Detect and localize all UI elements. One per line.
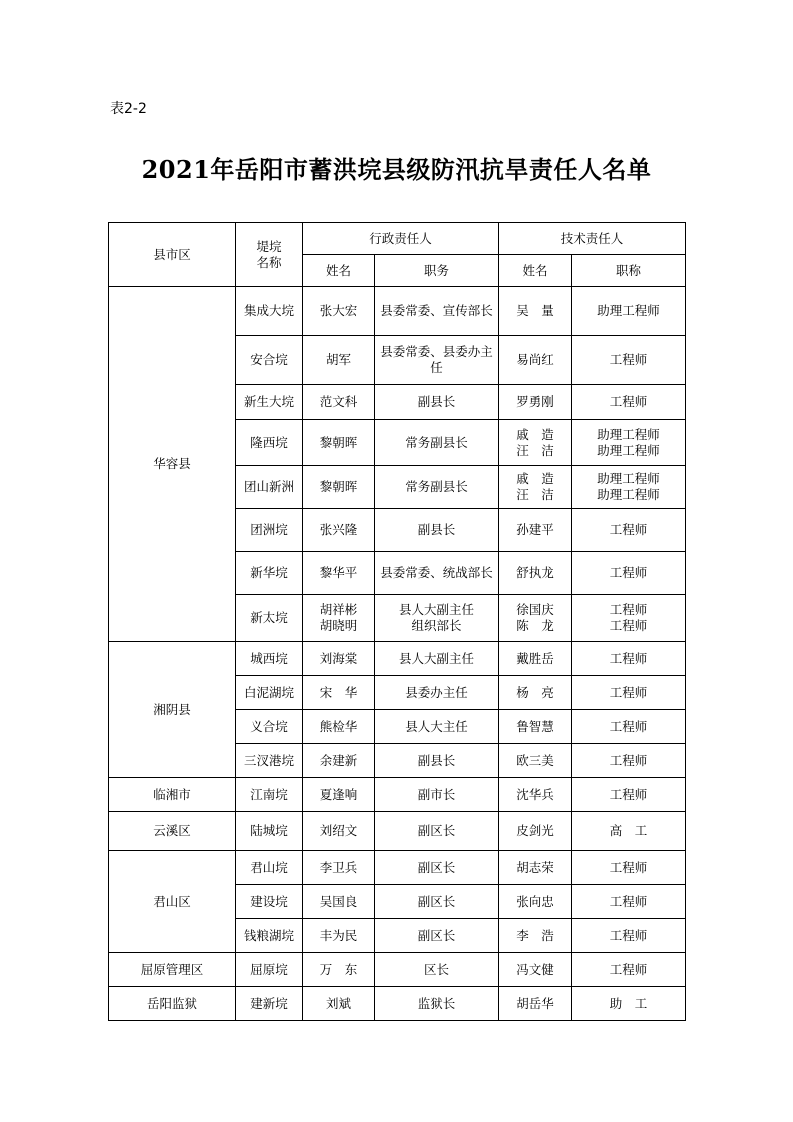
county-cell: 屈原管理区 — [109, 953, 236, 987]
levee-name-cell: 江南垸 — [236, 778, 303, 812]
tech-name-cell: 戚 造 汪 洁 — [499, 420, 572, 466]
tech-name-cell: 沈华兵 — [499, 778, 572, 812]
tech-name-cell: 罗勇刚 — [499, 385, 572, 420]
table-row — [109, 851, 686, 885]
table-row — [109, 778, 686, 812]
header-tech-name: 姓名 — [499, 255, 572, 287]
header-tech-group: 技术责任人 — [499, 223, 686, 255]
admin-name-cell: 丰为民 — [303, 919, 375, 953]
tech-title-cell: 助理工程师 — [572, 287, 686, 336]
admin-post-cell: 副区长 — [375, 885, 499, 919]
county-cell: 云溪区 — [109, 812, 236, 851]
levee-name-cell: 君山垸 — [236, 851, 303, 885]
tech-title-cell: 工程师 — [572, 642, 686, 676]
tech-name-cell: 胡志荣 — [499, 851, 572, 885]
table-row — [109, 287, 686, 336]
header-levee-name: 堤垸 名称 — [236, 223, 303, 287]
levee-name-cell: 新太垸 — [236, 595, 303, 642]
admin-post-cell: 副县长 — [375, 385, 499, 420]
tech-name-cell: 戚 造 汪 洁 — [499, 466, 572, 509]
tech-title-cell: 助理工程师 助理工程师 — [572, 420, 686, 466]
tech-title-cell: 工程师 — [572, 385, 686, 420]
levee-name-cell: 钱粮湖垸 — [236, 919, 303, 953]
levee-name-cell: 白泥湖垸 — [236, 676, 303, 710]
levee-name-cell: 建新垸 — [236, 987, 303, 1021]
admin-name-cell: 万 东 — [303, 953, 375, 987]
levee-name-cell: 三汊港垸 — [236, 744, 303, 778]
levee-name-cell: 团洲垸 — [236, 509, 303, 552]
tech-title-cell: 工程师 — [572, 953, 686, 987]
levee-name-cell: 隆西垸 — [236, 420, 303, 466]
tech-name-cell: 孙建平 — [499, 509, 572, 552]
admin-name-cell: 范文科 — [303, 385, 375, 420]
table-row — [109, 812, 686, 851]
admin-post-cell: 副区长 — [375, 919, 499, 953]
table-number-label: 表2-2 — [110, 101, 147, 117]
tech-name-cell: 鲁智慧 — [499, 710, 572, 744]
tech-name-cell: 李 浩 — [499, 919, 572, 953]
header-tech-title: 职称 — [572, 255, 686, 287]
levee-name-cell: 城西垸 — [236, 642, 303, 676]
admin-name-cell: 张大宏 — [303, 287, 375, 336]
table-body — [109, 287, 686, 1021]
levee-name-cell: 义合垸 — [236, 710, 303, 744]
county-cell: 君山区 — [109, 851, 236, 953]
tech-title-cell: 工程师 — [572, 336, 686, 385]
admin-post-cell: 县人大主任 — [375, 710, 499, 744]
admin-post-cell: 县人大副主任 — [375, 642, 499, 676]
tech-title-cell: 工程师 — [572, 552, 686, 595]
tech-title-cell: 助理工程师 助理工程师 — [572, 466, 686, 509]
admin-name-cell: 黎朝晖 — [303, 466, 375, 509]
levee-name-cell: 团山新洲 — [236, 466, 303, 509]
table-row — [109, 642, 686, 676]
admin-name-cell: 胡祥彬 胡晓明 — [303, 595, 375, 642]
tech-name-cell: 胡岳华 — [499, 987, 572, 1021]
admin-post-cell: 常务副县长 — [375, 420, 499, 466]
header-admin-group: 行政责任人 — [303, 223, 499, 255]
table-row — [109, 953, 686, 987]
admin-name-cell: 刘绍文 — [303, 812, 375, 851]
county-cell: 岳阳监狱 — [109, 987, 236, 1021]
admin-post-cell: 区长 — [375, 953, 499, 987]
tech-title-cell: 工程师 — [572, 778, 686, 812]
admin-post-cell: 副县长 — [375, 744, 499, 778]
levee-name-cell: 安合垸 — [236, 336, 303, 385]
county-cell: 华容县 — [109, 287, 236, 642]
admin-name-cell: 刘海棠 — [303, 642, 375, 676]
admin-post-cell: 监狱长 — [375, 987, 499, 1021]
levee-name-cell: 陆城垸 — [236, 812, 303, 851]
levee-name-cell: 集成大垸 — [236, 287, 303, 336]
admin-post-cell: 副区长 — [375, 812, 499, 851]
admin-post-cell: 县委办主任 — [375, 676, 499, 710]
admin-name-cell: 刘斌 — [303, 987, 375, 1021]
admin-post-cell: 县委常委、统战部长 — [375, 552, 499, 595]
tech-title-cell: 工程师 工程师 — [572, 595, 686, 642]
tech-name-cell: 冯文健 — [499, 953, 572, 987]
header-admin-name: 姓名 — [303, 255, 375, 287]
tech-title-cell: 工程师 — [572, 919, 686, 953]
levee-name-cell: 建设垸 — [236, 885, 303, 919]
tech-name-cell: 舒执龙 — [499, 552, 572, 595]
tech-title-cell: 工程师 — [572, 885, 686, 919]
tech-name-cell: 欧三美 — [499, 744, 572, 778]
levee-name-cell: 新生大垸 — [236, 385, 303, 420]
tech-title-cell: 工程师 — [572, 851, 686, 885]
tech-title-cell: 工程师 — [572, 744, 686, 778]
tech-name-cell: 皮剑光 — [499, 812, 572, 851]
tech-name-cell: 戴胜岳 — [499, 642, 572, 676]
responsibility-table — [108, 222, 686, 1021]
admin-post-cell: 副区长 — [375, 851, 499, 885]
tech-title-cell: 助 工 — [572, 987, 686, 1021]
admin-name-cell: 吴国良 — [303, 885, 375, 919]
levee-name-cell: 屈原垸 — [236, 953, 303, 987]
admin-name-cell: 张兴隆 — [303, 509, 375, 552]
admin-name-cell: 余建新 — [303, 744, 375, 778]
levee-name-cell: 新华垸 — [236, 552, 303, 595]
admin-name-cell: 胡军 — [303, 336, 375, 385]
admin-name-cell: 宋 华 — [303, 676, 375, 710]
tech-name-cell: 徐国庆 陈 龙 — [499, 595, 572, 642]
admin-post-cell: 县人大副主任 组织部长 — [375, 595, 499, 642]
tech-title-cell: 工程师 — [572, 509, 686, 552]
county-cell: 临湘市 — [109, 778, 236, 812]
admin-post-cell: 常务副县长 — [375, 466, 499, 509]
admin-post-cell: 副市长 — [375, 778, 499, 812]
admin-name-cell: 李卫兵 — [303, 851, 375, 885]
document-title: 2021年岳阳市蓄洪垸县级防汛抗旱责任人名单 — [141, 155, 652, 184]
table-row — [109, 987, 686, 1021]
tech-name-cell: 杨 亮 — [499, 676, 572, 710]
tech-name-cell: 易尚红 — [499, 336, 572, 385]
admin-name-cell: 夏逢响 — [303, 778, 375, 812]
header-county: 县市区 — [109, 223, 236, 287]
tech-title-cell: 高 工 — [572, 812, 686, 851]
tech-name-cell: 张向忠 — [499, 885, 572, 919]
admin-post-cell: 县委常委、宣传部长 — [375, 287, 499, 336]
county-cell: 湘阴县 — [109, 642, 236, 778]
admin-name-cell: 黎华平 — [303, 552, 375, 595]
tech-title-cell: 工程师 — [572, 676, 686, 710]
tech-title-cell: 工程师 — [572, 710, 686, 744]
admin-post-cell: 副县长 — [375, 509, 499, 552]
admin-name-cell: 熊检华 — [303, 710, 375, 744]
admin-post-cell: 县委常委、县委办主 任 — [375, 336, 499, 385]
admin-name-cell: 黎朝晖 — [303, 420, 375, 466]
tech-name-cell: 吴 量 — [499, 287, 572, 336]
header-admin-post: 职务 — [375, 255, 499, 287]
